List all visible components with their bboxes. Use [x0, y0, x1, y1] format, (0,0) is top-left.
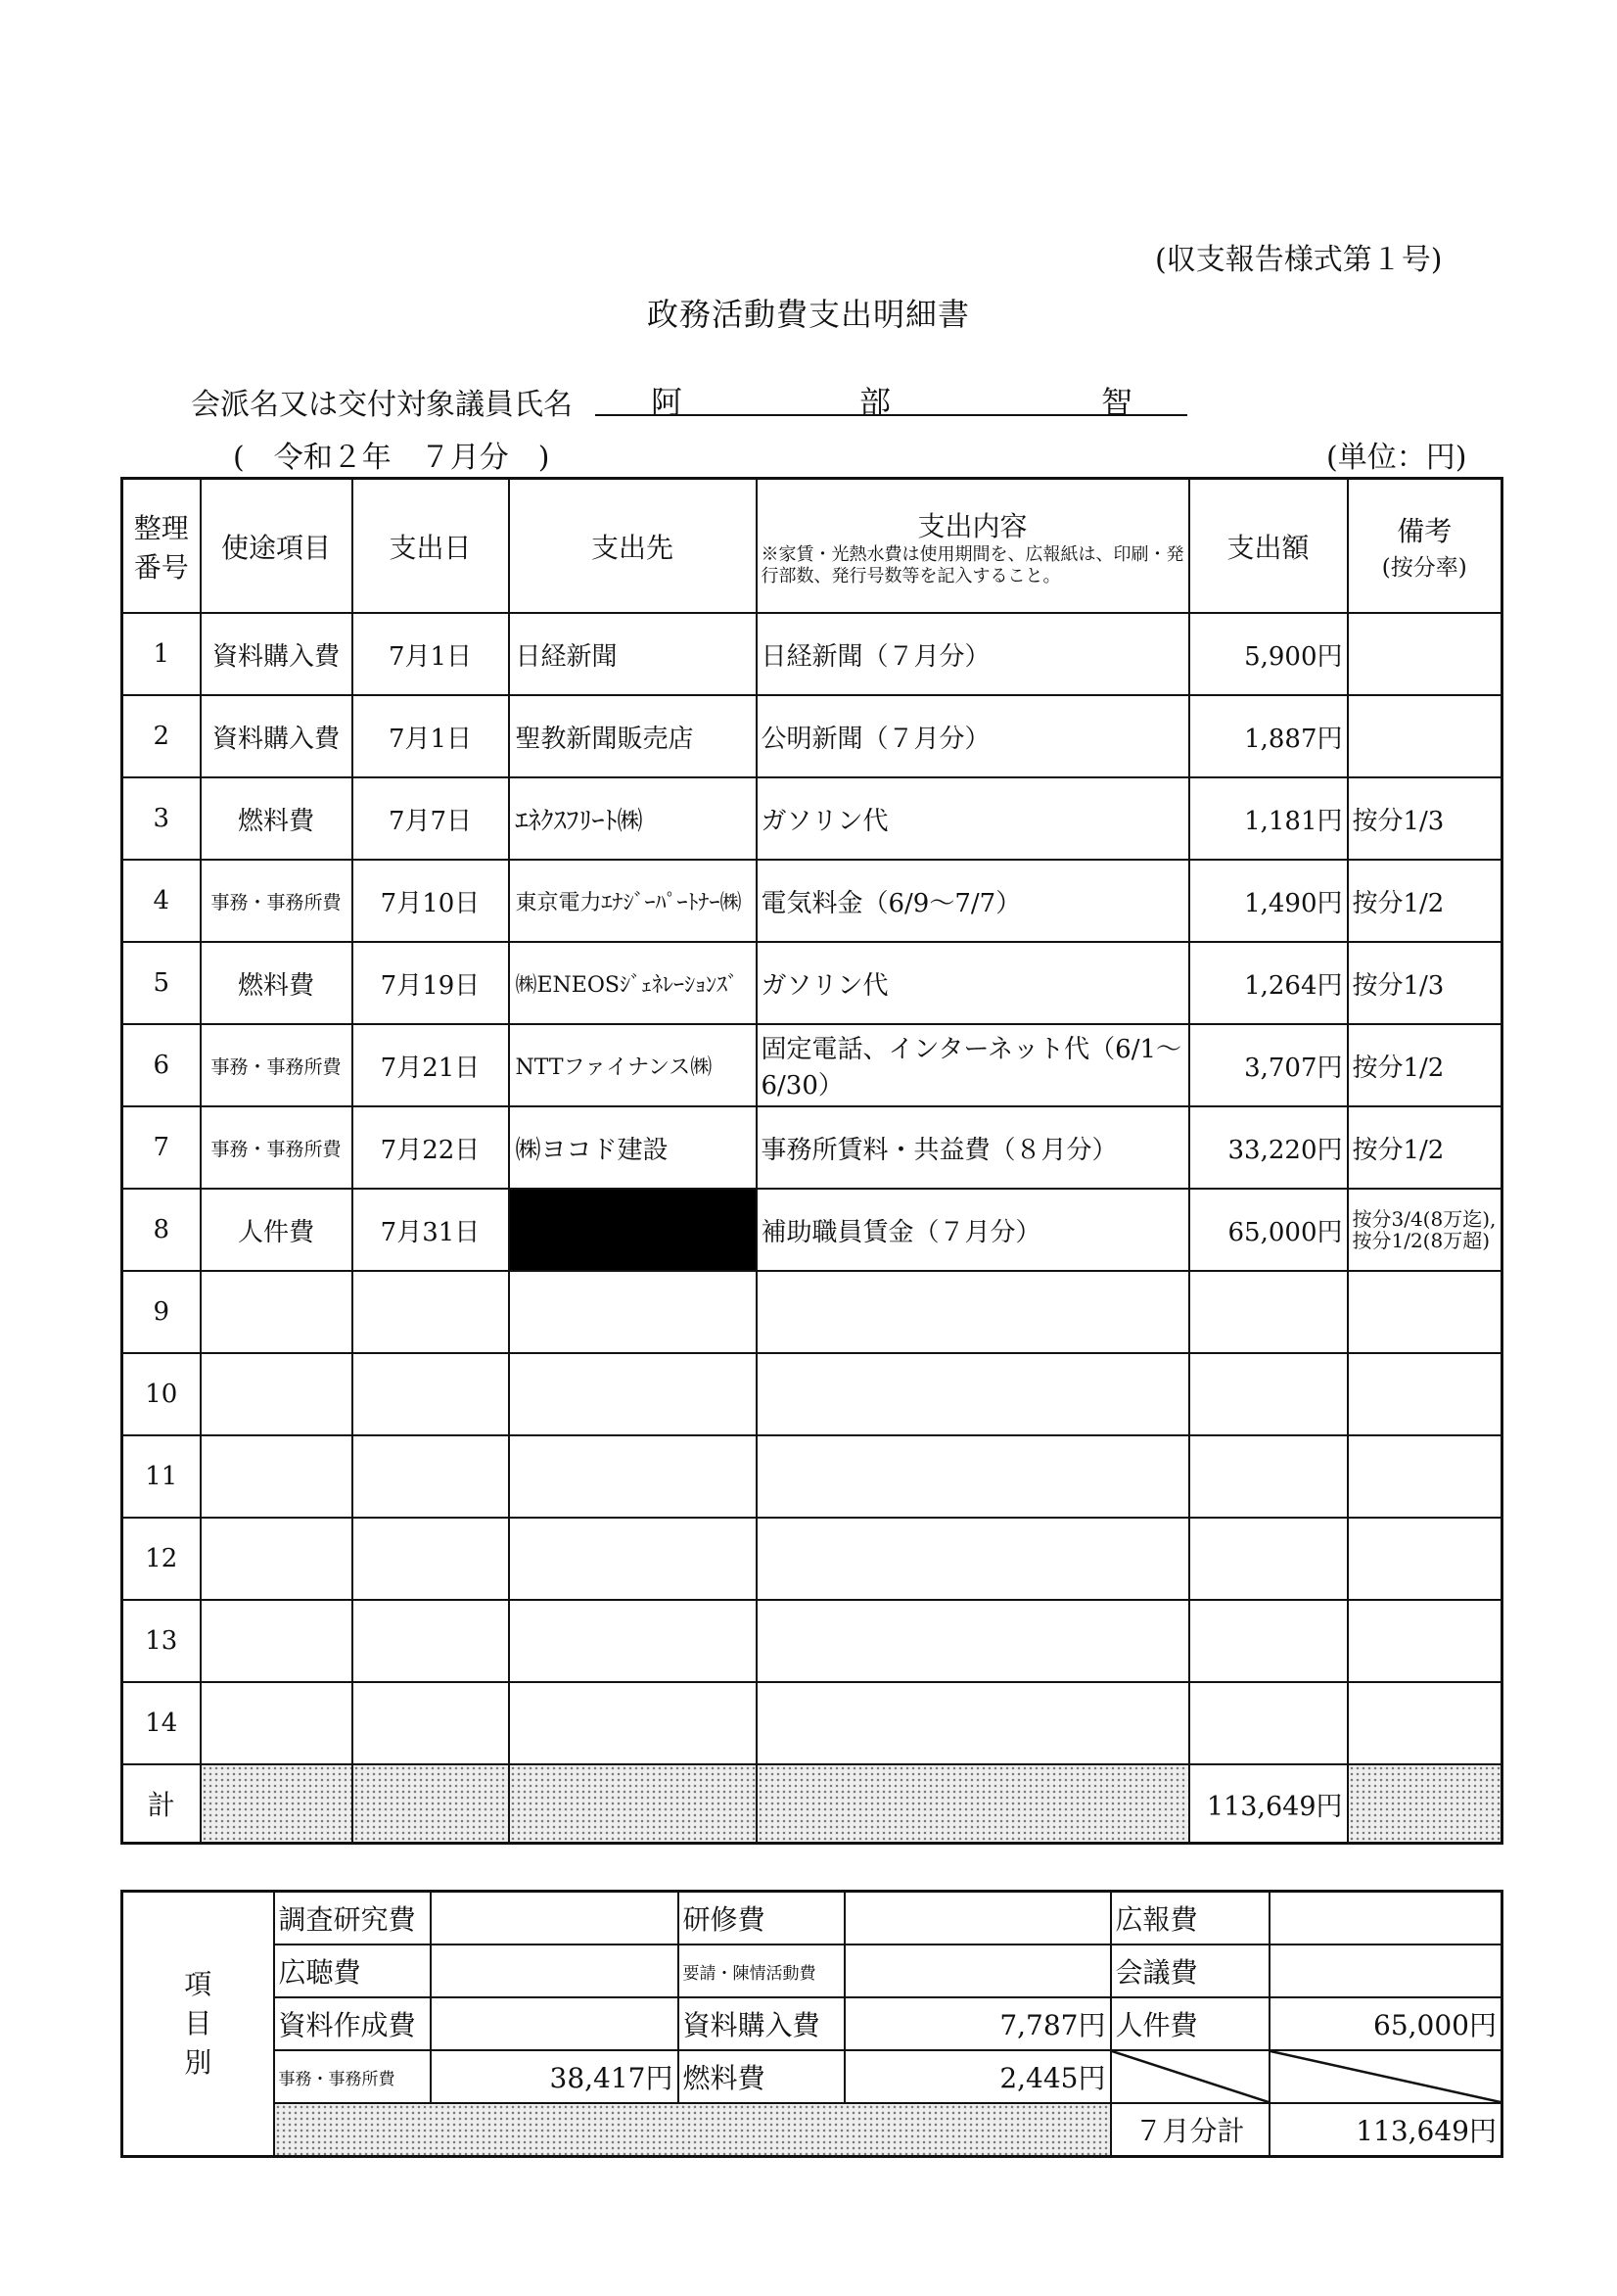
header-amount: 支出額	[1189, 479, 1348, 614]
shaded-cell	[757, 1764, 1189, 1844]
form-number: (収支報告様式第１号)	[1155, 243, 1443, 277]
table-row	[122, 1271, 1502, 1353]
table-row	[122, 1353, 1502, 1435]
total-row	[122, 1764, 1502, 1844]
member-name-char: 部	[859, 384, 892, 421]
row-use-category: 事務・事務所費	[201, 1106, 352, 1189]
row-content: ガソリン代	[757, 942, 1189, 1024]
table-row	[122, 942, 1502, 1024]
member-name-char: 阿	[651, 384, 683, 421]
total-label: 計	[122, 1764, 201, 1844]
row-use-category	[201, 1682, 352, 1764]
row-content	[757, 1682, 1189, 1764]
hearing-label: 広聴費	[274, 1945, 431, 1997]
table-row	[122, 1189, 1502, 1271]
header-date: 支出日	[352, 479, 509, 614]
row-number: 11	[122, 1435, 201, 1518]
shaded-cell	[509, 1764, 757, 1844]
row-date: 7月1日	[352, 695, 509, 777]
research-label: 調査研究費	[274, 1892, 431, 1945]
row-amount: 3,707円	[1189, 1024, 1348, 1106]
row-use-category: 事務・事務所費	[201, 860, 352, 942]
row-note	[1348, 1435, 1502, 1518]
header-use: 使途項目	[201, 479, 352, 614]
row-amount: 1,264円	[1189, 942, 1348, 1024]
personnel-label: 人件費	[1111, 1997, 1270, 2050]
row-use-category: 事務・事務所費	[201, 1024, 352, 1106]
table-row	[122, 1106, 1502, 1189]
header-content	[757, 479, 1189, 614]
table-row	[122, 1518, 1502, 1600]
training-amount	[845, 1892, 1111, 1945]
row-payee	[509, 1435, 757, 1518]
row-content: 公明新聞（７月分）	[757, 695, 1189, 777]
row-note: 按分1/2	[1348, 860, 1502, 942]
row-use-category	[201, 1271, 352, 1353]
row-content	[757, 1435, 1189, 1518]
row-use-category	[201, 1435, 352, 1518]
header-note-sub: (按分率)	[1381, 555, 1467, 581]
member-name-char: 智	[1101, 384, 1133, 421]
row-number: 14	[122, 1682, 201, 1764]
row-payee: 東京電力ｴﾅｼﾞｰﾊﾟｰﾄﾅｰ㈱	[509, 860, 757, 942]
category-label	[122, 1892, 274, 2157]
category-label-char: 目	[184, 2007, 212, 2039]
row-use-category: 資料購入費	[201, 695, 352, 777]
row-note	[1348, 1682, 1502, 1764]
table-row	[122, 1435, 1502, 1518]
materials-purchase-label: 資料購入費	[678, 1997, 845, 2050]
petition-amount	[845, 1945, 1111, 1997]
document-title: 政務活動費支出明細書	[646, 296, 970, 333]
header-content-title: 支出内容	[917, 509, 1028, 542]
month-total-amount: 113,649円	[1270, 2103, 1502, 2157]
table-header-row	[122, 479, 1502, 614]
row-date: 7月21日	[352, 1024, 509, 1106]
row-payee	[509, 1353, 757, 1435]
header-number	[122, 479, 201, 614]
row-content: ガソリン代	[757, 777, 1189, 860]
fuel-amount: 2,445円	[845, 2050, 1111, 2103]
row-number: 10	[122, 1353, 201, 1435]
personnel-amount: 65,000円	[1270, 1997, 1502, 2050]
row-amount: 33,220円	[1189, 1106, 1348, 1189]
hearing-amount	[431, 1945, 678, 1997]
table-row	[122, 613, 1502, 695]
header-content-note: ※家賃・光熱水費は使用期間を、広報紙は、印刷・発行部数、発行号数等を記入すること。	[761, 543, 1184, 586]
row-number: 2	[122, 695, 201, 777]
row-note	[1348, 1600, 1502, 1682]
header-note	[1348, 479, 1502, 614]
row-payee	[509, 1518, 757, 1600]
member-name-label: 会派名又は交付対象議員氏名	[191, 388, 573, 422]
row-payee: ｴﾈｸｽﾌﾘｰﾄ㈱	[509, 777, 757, 860]
row-amount	[1189, 1271, 1348, 1353]
table-row	[122, 777, 1502, 860]
row-payee: NTTファイナンス㈱	[509, 1024, 757, 1106]
row-note	[1348, 613, 1502, 695]
row-note: 按分1/2	[1348, 1106, 1502, 1189]
row-content: 固定電話、インターネット代（6/1〜6/30）	[757, 1024, 1189, 1106]
row-amount: 1,490円	[1189, 860, 1348, 942]
row-number: 7	[122, 1106, 201, 1189]
row-number: 12	[122, 1518, 201, 1600]
row-use-category: 燃料費	[201, 777, 352, 860]
row-amount	[1189, 1435, 1348, 1518]
row-content: 日経新聞（７月分）	[757, 613, 1189, 695]
table-row	[122, 695, 1502, 777]
row-content	[757, 1600, 1189, 1682]
header-number-line: 整理	[133, 511, 189, 544]
row-date: 7月19日	[352, 942, 509, 1024]
office-label: 事務・事務所費	[274, 2050, 431, 2103]
shaded-cell	[352, 1764, 509, 1844]
row-note	[1348, 1271, 1502, 1353]
row-content	[757, 1518, 1189, 1600]
row-use-category	[201, 1353, 352, 1435]
row-amount	[1189, 1682, 1348, 1764]
row-note	[1348, 1353, 1502, 1435]
row-number: 1	[122, 613, 201, 695]
petition-label: 要請・陳情活動費	[678, 1945, 845, 1997]
research-amount	[431, 1892, 678, 1945]
row-number: 4	[122, 860, 201, 942]
row-amount: 5,900円	[1189, 613, 1348, 695]
table-row	[122, 1600, 1502, 1682]
row-number: 3	[122, 777, 201, 860]
row-use-category	[201, 1600, 352, 1682]
expense-detail-table	[120, 477, 1503, 1845]
pr-label: 広報費	[1111, 1892, 1270, 1945]
period-label: ( 令和２年 ７月分 )	[233, 441, 550, 475]
materials-purchase-amount: 7,787円	[845, 1997, 1111, 2050]
row-date: 7月10日	[352, 860, 509, 942]
row-date: 7月31日	[352, 1189, 509, 1271]
name-underline	[595, 414, 1187, 416]
row-payee	[509, 1682, 757, 1764]
row-amount	[1189, 1518, 1348, 1600]
row-use-category: 人件費	[201, 1189, 352, 1271]
row-date	[352, 1682, 509, 1764]
row-date	[352, 1518, 509, 1600]
total-amount: 113,649円	[1189, 1764, 1348, 1844]
row-note: 按分1/2	[1348, 1024, 1502, 1106]
row-payee: ㈱ENEOSｼﾞｪﾈﾚｰｼｮﾝｽﾞ	[509, 942, 757, 1024]
row-date: 7月1日	[352, 613, 509, 695]
header-payee: 支出先	[509, 479, 757, 614]
materials-making-label: 資料作成費	[274, 1997, 431, 2050]
row-note	[1348, 695, 1502, 777]
row-note: 按分1/3	[1348, 942, 1502, 1024]
row-content	[757, 1271, 1189, 1353]
row-note	[1348, 1518, 1502, 1600]
row-number: 9	[122, 1271, 201, 1353]
row-date: 7月22日	[352, 1106, 509, 1189]
meeting-amount	[1270, 1945, 1502, 1997]
category-summary-table	[120, 1890, 1503, 2158]
header-note-title: 備考	[1397, 515, 1453, 547]
crossed-out-cell	[1111, 2050, 1270, 2103]
row-payee	[509, 1271, 757, 1353]
row-payee: ㈱ヨコド建設	[509, 1106, 757, 1189]
row-payee: 聖教新聞販売店	[509, 695, 757, 777]
row-payee	[509, 1600, 757, 1682]
row-amount: 1,181円	[1189, 777, 1348, 860]
category-label-char: 項	[184, 1968, 212, 2000]
row-content: 電気料金（6/9〜7/7）	[757, 860, 1189, 942]
row-payee: 日経新聞	[509, 613, 757, 695]
row-amount: 65,000円	[1189, 1189, 1348, 1271]
office-amount: 38,417円	[431, 2050, 678, 2103]
row-date	[352, 1353, 509, 1435]
row-amount	[1189, 1600, 1348, 1682]
month-total-label: ７月分計	[1111, 2103, 1270, 2157]
row-amount	[1189, 1353, 1348, 1435]
row-number: 8	[122, 1189, 201, 1271]
row-note: 按分1/3	[1348, 777, 1502, 860]
fuel-label: 燃料費	[678, 2050, 845, 2103]
row-use-category	[201, 1518, 352, 1600]
table-row	[122, 1024, 1502, 1106]
crossed-out-cell	[1270, 2050, 1502, 2103]
shaded-cell	[201, 1764, 352, 1844]
row-number: 6	[122, 1024, 201, 1106]
row-date	[352, 1435, 509, 1518]
table-row	[122, 1682, 1502, 1764]
row-amount: 1,887円	[1189, 695, 1348, 777]
row-payee	[509, 1189, 757, 1271]
category-label-char: 別	[184, 2046, 212, 2079]
table-row	[122, 860, 1502, 942]
row-use-category: 資料購入費	[201, 613, 352, 695]
pr-amount	[1270, 1892, 1502, 1945]
row-date: 7月7日	[352, 777, 509, 860]
unit-label: (単位：円)	[1326, 441, 1467, 475]
row-content: 事務所賃料・共益費（８月分）	[757, 1106, 1189, 1189]
materials-making-amount	[431, 1997, 678, 2050]
row-number: 13	[122, 1600, 201, 1682]
header-number-line: 番号	[133, 550, 189, 584]
row-number: 5	[122, 942, 201, 1024]
row-use-category: 燃料費	[201, 942, 352, 1024]
row-note: 按分3/4(8万迄),按分1/2(8万超)	[1348, 1189, 1502, 1271]
row-date	[352, 1271, 509, 1353]
row-content	[757, 1353, 1189, 1435]
shaded-cell	[1348, 1764, 1502, 1844]
shaded-cell	[274, 2103, 1111, 2157]
training-label: 研修費	[678, 1892, 845, 1945]
row-content: 補助職員賃金（７月分）	[757, 1189, 1189, 1271]
meeting-label: 会議費	[1111, 1945, 1270, 1997]
row-date	[352, 1600, 509, 1682]
